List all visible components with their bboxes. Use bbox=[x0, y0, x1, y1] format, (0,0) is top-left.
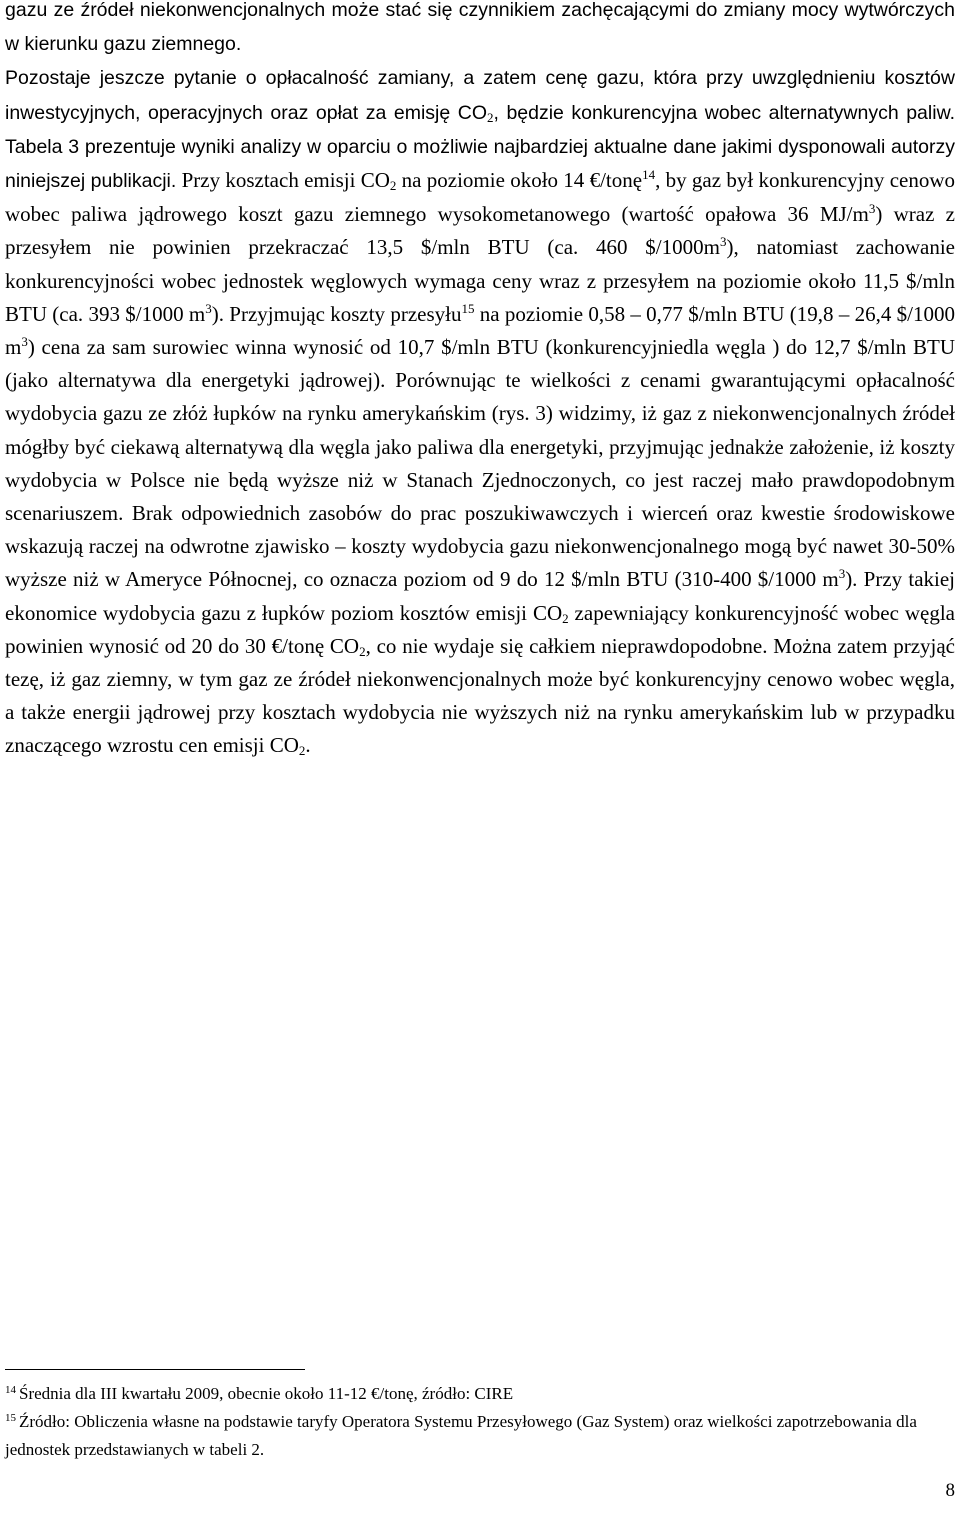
superscript: 3 bbox=[21, 334, 28, 350]
text-run: Przy kosztach emisji CO bbox=[181, 168, 390, 193]
footnote-ref-15[interactable]: 15 bbox=[461, 300, 475, 316]
text-run: na poziomie 0,58 – 0,77 $/mln BTU (19,8 – 26,4 $/1000 m bbox=[5, 301, 956, 360]
footnote-mark: 15 bbox=[5, 1412, 16, 1424]
superscript: 3 bbox=[719, 234, 727, 250]
text-run: ). bbox=[211, 301, 224, 326]
footnote-text: Źródło: Obliczenia własne na podstawie taryfy Operatora Systemu Przesyłowego (Gaz System) oraz wielkości zapotrzebowania dla jednostek przedstawianych w tabeli 2. bbox=[5, 1412, 917, 1459]
text-run: zapewniający konkurencyjność wobec węgla powinien wynosić od 20 do 30 €/tonę CO bbox=[5, 600, 955, 658]
text-run: . bbox=[305, 733, 311, 758]
paragraph bbox=[5, 0, 955, 61]
text-run: ), natomiast zachowanie konkurencyjności wobec jednostek węglowych wymaga ceny wraz z przesyłem na poziomie około 11,5 $/mln BTU (ca. 393 $/1000 m bbox=[5, 235, 956, 326]
footnotes bbox=[5, 1380, 955, 1464]
text-run: ) cena za sam surowiec winna wynosić od 10,7 $/mln BTU (konkurencyjniedla węgla ) do 12,7 $/mln BTU (jako alternatywa dla energetyki jądrowej). Porównując te wielkości z cenami gwarantującymi opłacalność wydobycia gazu ze złóż łupków na rynku amerykańskim (rys. 3) widzimy, iż gaz z niekonwencjonalnych źródeł mógłby być ciekawą alternatywą dla węgla jako paliwa dla energetyki, przyjmując jednakże założenie, iż koszty wydobycia w Polsce nie będą wyższe niż w Stanach Zjednoczonych, co jest raczej mało prawdopodobnym scenariuszem. Brak odpowiednich zasobów do prac poszukiwawczych i wierceń oraz kwestie środowiskowe wskazują raczej na odwrotne zjawisko – koszty wydobycia gazu niekonwencjonalnego mogą być nawet 30-50% wyższe niż w Ameryce Północnej, co oznacza poziom od 9 do 12 $/mln BTU (310-400 $/1000 m bbox=[5, 335, 955, 592]
text-run: , by gaz był konkurencyjny cenowo wobec paliwa jądrowego koszt gazu ziemnego wysokometanowego (wartość opałowa 36 MJ/m bbox=[5, 168, 955, 227]
text-run: Pozostaje jeszcze pytanie o opłacalność zamiany, a zatem cenę gazu, która przy uwzględnieniu kosztów inwestycyjnych, operacyjnych oraz opłat za emisję CO bbox=[5, 67, 955, 124]
footnote-ref-14[interactable]: 14 bbox=[642, 167, 656, 183]
footnote-separator bbox=[5, 1369, 305, 1370]
body-paragraph bbox=[5, 0, 955, 763]
subscript: 2 bbox=[562, 610, 569, 626]
paragraph bbox=[5, 61, 955, 762]
text-run: ) wraz z przesyłem nie powinien przekraczać 13,5 $/mln BTU (ca. 460 $/1000m bbox=[5, 202, 956, 260]
text-run: , będzie konkurencyjna wobec alternatywnych paliw. bbox=[493, 101, 955, 124]
text-run: Tabela 3 prezentuje wyniki analizy w oparciu o możliwie najbardziej aktualne dane jakimi dysponowali autorzy niniejszej publikacji. bbox=[5, 135, 955, 193]
text-run: , co nie wydaje się całkiem nieprawdopodobne. Można zatem przyjąć tezę, iż gaz ziemny, w tym gaz ze źródeł niekonwencjonalnych może być konkurencyjny cenowo wobec węgla, a także energii jądrowej przy kosztach wydobycia nie wyższych niż na rynku amerykańskim lub w przypadku znaczącego wzrostu cen emisji CO bbox=[5, 633, 956, 758]
subscript: 2 bbox=[298, 743, 306, 759]
text-run: ). Przy takiej ekonomice wydobycia gazu z łupków poziom kosztów emisji CO bbox=[5, 567, 955, 625]
superscript: 3 bbox=[838, 566, 846, 582]
footnote-14 bbox=[5, 1380, 955, 1408]
footnote-mark: 14 bbox=[5, 1384, 16, 1396]
subscript: 2 bbox=[359, 643, 366, 659]
subscript: 2 bbox=[486, 109, 494, 125]
superscript: 3 bbox=[868, 201, 876, 217]
text-run: na poziomie około 14 €/tonę bbox=[396, 168, 643, 193]
footnote-15 bbox=[5, 1408, 955, 1464]
superscript: 3 bbox=[205, 300, 212, 316]
footnote-text: Średnia dla III kwartału 2009, obecnie około 11-12 €/tonę, źródło: CIRE bbox=[19, 1384, 514, 1403]
page-number: 8 bbox=[945, 1480, 955, 1501]
text-run: gazu ze źródeł niekonwencjonalnych może stać się czynnikiem zachęcającymi do zmiany mocy wytwórczych w kierunku gazu ziemnego. bbox=[5, 0, 955, 56]
text-run: Przyjmując koszty przesyłu bbox=[229, 301, 462, 326]
subscript: 2 bbox=[389, 178, 397, 194]
